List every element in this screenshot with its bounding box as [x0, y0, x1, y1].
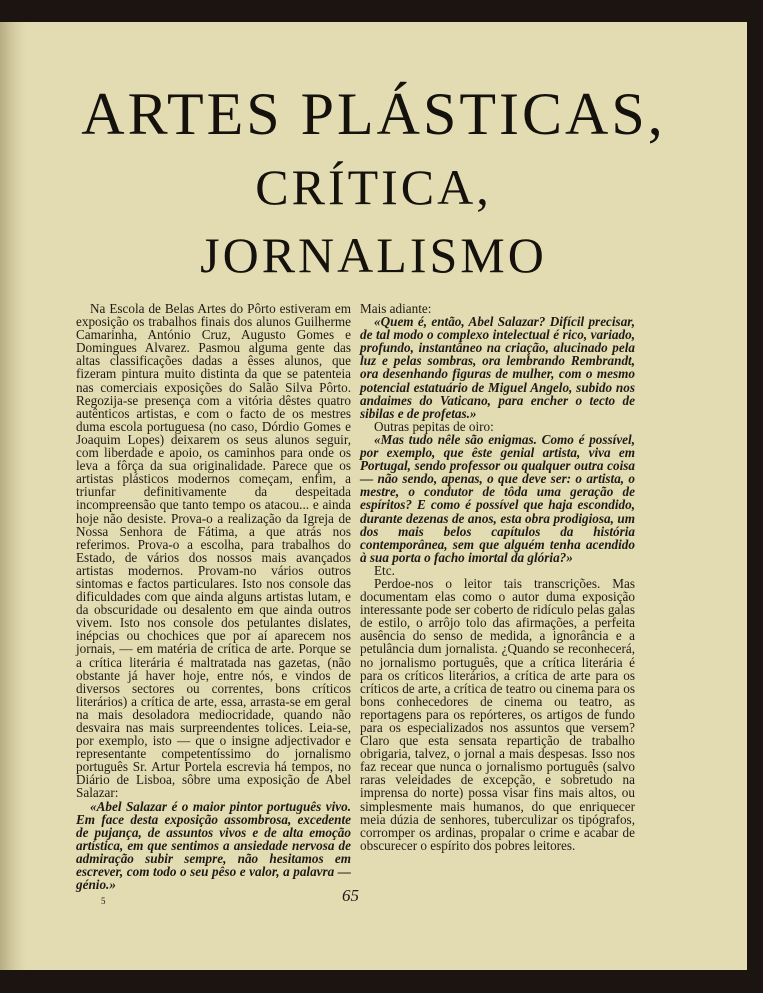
- headline-line-3: JORNALISMO: [200, 227, 547, 283]
- left-quote: «Abel Salazar é o maior pintor português vivo. Em face desta exposição assombrosa, excedente de pujança, de assuntos vivos e de alta emoção artística, em que sentimos a ansiedade nervosa de admiração subir sempre, não hesitamos em escrever, com todo o seu pêso e valor, a palavra — génio.»: [76, 798, 351, 893]
- right-paragraph-main: Perdoe-nos o leitor tais transcrições. Mas documentam elas como o autor duma exposição interessante pode ser coberto de ridículo pelas galas de estilo, o arrôjo tolo das afirmações, a perfeita ausência do senso de medida, a ignorância e a petulância dum jornalista. ¿Quando se reconhecerá, no jornalismo português, que a crítica literária é para os críticos literários, a crítica de arte para os críticos de arte, a crítica de teatro ou cinema para os bons conhecedores de cinema ou teatro, as reportagens para os repórteres, os artigos de fundo para os especializados nos assuntos que versem? Claro que esta sensata repartição de trabalho obrigaria, talvez, o jornal a mais despesas. Isso nos faz recear que nunca o jornalismo português (salvo raras veleidades de excepção, e sobretudo na imprensa do norte) possa visar fins mais altos, ou simplesmente mais humanos, do que enriquecer meia dúzia de senhores, tuberculizar os tipógrafos, corromper os ardinas, propalar o crime e acabar de obscurecer o espírito dos pobres leitores.: [360, 575, 635, 853]
- headline-line-2: CRÍTICA,: [255, 159, 492, 215]
- left-paragraph: Na Escola de Belas Artes do Pôrto estiveram em exposição os trabalhos finais dos alunos Guilherme Camarinha, António Cruz, Augusto Gomes e Domingues Alvarez. Pasmou alguma gente das altas classificações dadas a êsses alunos, que fizeram pintura muito distinta da que se patenteia nas comerciais exposições do Salão Silva Pôrto. Regozija-se presença com a vitória dêstes quatro autênticos artistas, e com o facto de os mestres duma escola portuguesa (no caso, Dórdio Gomes e Joaquim Lopes) deixarem os seus alunos seguir, com liberdade e apoio, os caminhos para onde os leva a fôrça da sua originalidade. Parece que os artistas plásticos modernos começam, enfim, a triunfar definitivamente da despeitada incompreensão que tanto tempo os atacou... e ainda hoje não desiste. Prova-o a realização da Igreja de Nossa Senhora de Fátima, a que atrás nos referimos. Prova-o a escolha, para trabalhos do Estado, de vários dos nossos mais avançados artistas modernos. Provam-no vários outros sintomas e factos particulares. Isto nos console das dificuldades com que ainda alguns artistas lutam, e da obscuridade ou desalento em que ainda outros vivem. Isto nos console dos petulantes dislates, inépcias ou chochices que por aí aparecem nos jornais, — em matéria de crítica de arte. Porque se a crítica literária é maltratada nas gazetas, (não obstante já haver hoje, entre nós, e vindos de diversos sectores ou correntes, bons críticos literários) a crítica de arte, essa, arrasta-se em geral na mais desoladora mediocridade, quando não desvaira nas mais surpreendentes tolices. Leia-se, por exemplo, isto — que o insigne adjectivador e representante competentíssimo do jornalismo português Sr. Artur Portela escrevia há tempos, no Diário de Lisboa, sôbre uma exposição de Abel Salazar:: [76, 301, 351, 801]
- right-quote-1: «Quem é, então, Abel Salazar? Difícil precisar, de tal modo o complexo intelectual é rico, variado, profundo, instantâneo na criação, alucinado pela luz e pelas sombras, ora lembrando Rembrandt, ora desenhando figuras de mulher, com o mesmo potencial estatuário de Miguel Angelo, subido nos andaimes do Vaticano, para encher o tecto de sibilas e de profetas.»: [360, 314, 635, 421]
- signature-mark: 5: [101, 896, 106, 906]
- headline-line-1: ARTES PLÁSTICAS,: [81, 81, 666, 147]
- right-paragraph-2: Outras pepitas de oiro:: [374, 418, 494, 434]
- page-number: 65: [342, 886, 359, 905]
- right-quote-2: «Mas tudo nêle são enigmas. Como é possível, por exemplo, que êste genial artista, viva em Portugal, sendo professor ou qualquer outra coisa — não sendo, apenas, o que deve ser: o artista, o mestre, o condutor de tôda uma geração de espíritos? E como é possível que haja escondido, durante dezenas de anos, esta obra prodigiosa, um dos mais belos capítulos da história contemporânea, sem que alguém tenha acendido à sua porta o facho imortal da glória?»: [360, 431, 635, 565]
- magazine-page: [0, 22, 747, 970]
- right-paragraph-etc: Etc.: [374, 562, 395, 578]
- left-column: [76, 302, 351, 891]
- right-column: [360, 302, 635, 852]
- right-paragraph-intro: Mais adiante:: [360, 301, 432, 316]
